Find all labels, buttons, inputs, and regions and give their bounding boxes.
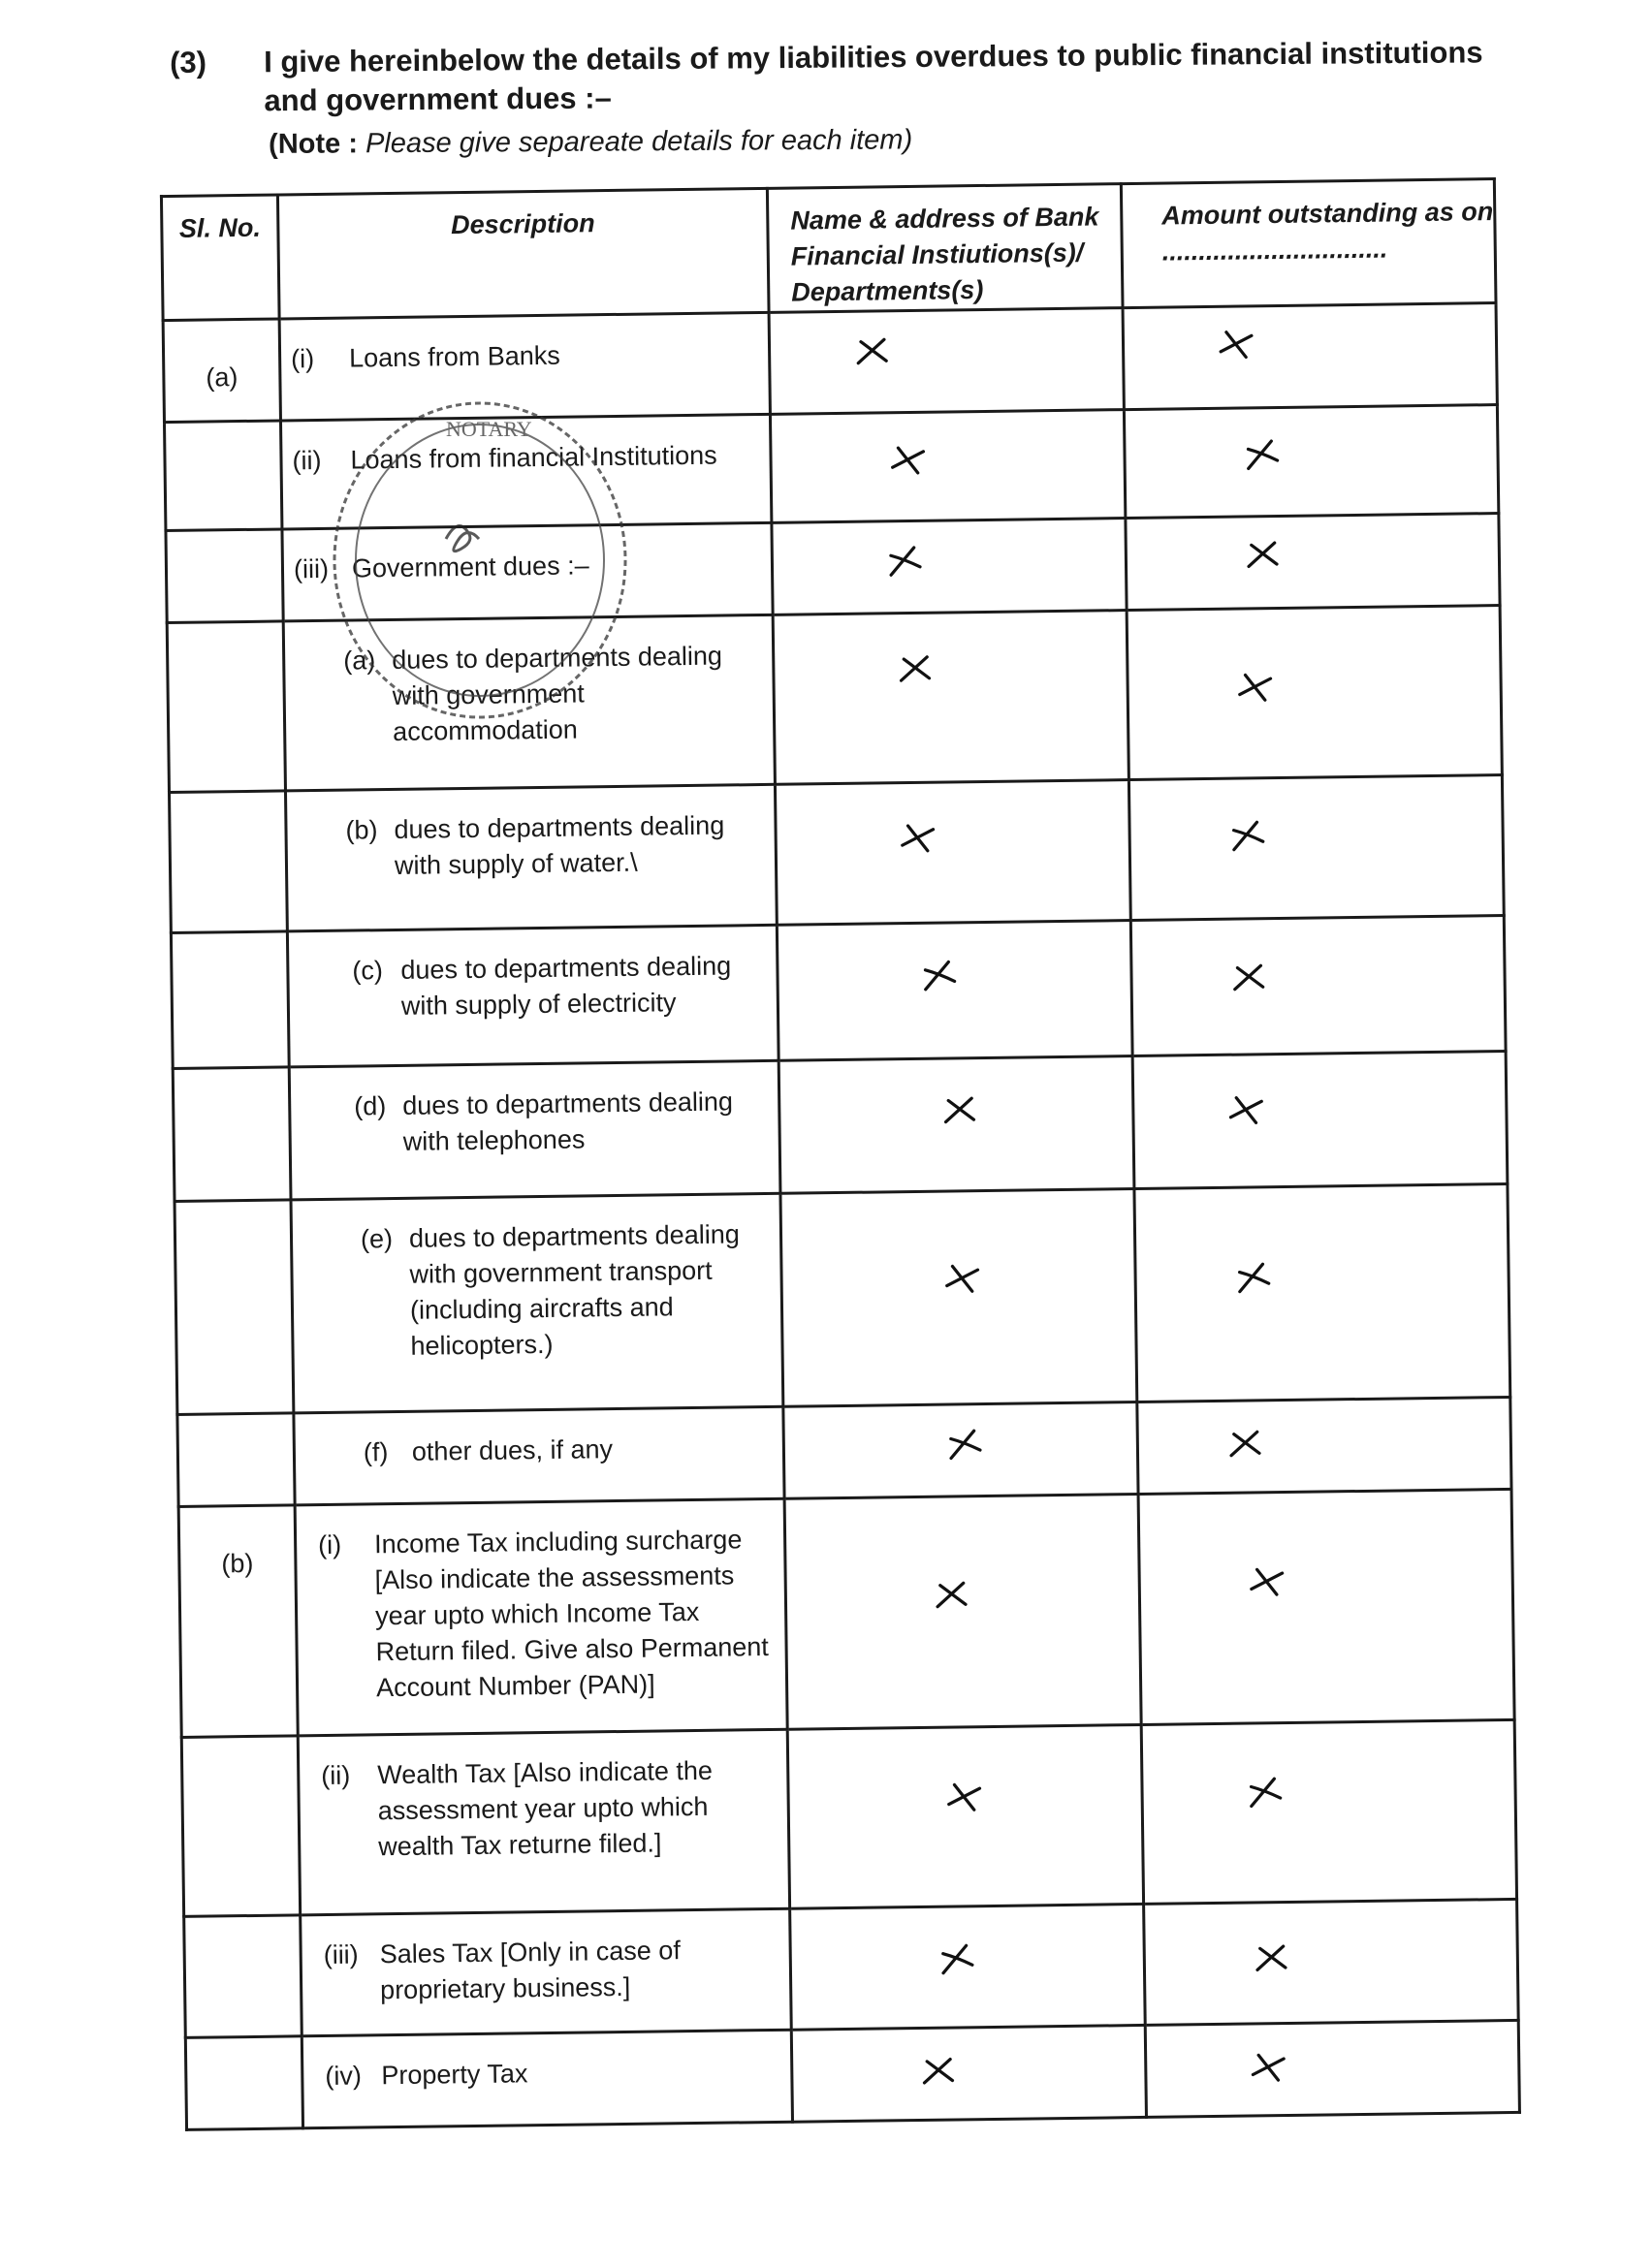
row-name-address-cell — [778, 1056, 1134, 1194]
row-sl-no — [181, 1736, 300, 1917]
row-description — [302, 2030, 792, 2128]
liabilities-table — [160, 177, 1521, 2131]
handwritten-cross-mark — [1244, 539, 1283, 571]
row-description-text: dues to departments dealing with government transport (including aircrafts and helicopters.) — [408, 1219, 740, 1361]
row-amount-cell — [1126, 514, 1500, 611]
row-item-marker: (iii) — [293, 553, 330, 584]
row-description-text: Wealth Tax [Also indicate the assessment year upto which wealth Tax returne filed.] — [377, 1755, 714, 1862]
row-name-address-cell — [770, 410, 1125, 523]
row-sl-no — [164, 421, 281, 531]
handwritten-cross-mark — [1226, 1428, 1265, 1460]
handwritten-cross-mark — [896, 653, 935, 685]
header-description: Description — [277, 188, 769, 319]
row-description-text: Income Tax including surcharge [Also indicate the assessments year upto which Income Tax Return filed. Give also Permanent Account Number (PAN)] — [373, 1525, 769, 1703]
row-description — [280, 414, 771, 529]
note — [269, 124, 912, 161]
handwritten-cross-mark — [1248, 1565, 1287, 1597]
row-description — [279, 312, 770, 421]
row-description-text: Property Tax — [381, 2059, 528, 2091]
note-label: (Note : — [269, 128, 359, 160]
row-sl-no — [167, 621, 285, 793]
row-description — [291, 1193, 783, 1413]
row-description — [298, 1729, 789, 1915]
row-description — [287, 925, 778, 1067]
handwritten-cross-mark — [1229, 961, 1268, 993]
row-description-text: other dues, if any — [411, 1434, 614, 1466]
handwritten-cross-mark — [1227, 820, 1266, 852]
note-text: Please give separeate details for each item) — [365, 124, 913, 160]
row-amount-cell — [1134, 1183, 1510, 1402]
row-name-address-cell — [773, 611, 1128, 785]
row-item-marker: (e) — [360, 1224, 394, 1254]
handwritten-cross-mark — [933, 1579, 971, 1611]
row-item-marker: (i) — [290, 344, 315, 374]
table-row — [175, 1183, 1510, 1414]
row-sl-no — [169, 791, 287, 933]
row-description-text: Loans from financial Institutions — [350, 440, 717, 475]
row-sl-no — [175, 1200, 294, 1415]
handwritten-cross-mark — [1242, 439, 1281, 471]
row-name-address-cell — [784, 1494, 1141, 1729]
row-sl-no — [185, 2036, 302, 2130]
stamp-text: NOTARY — [446, 417, 532, 441]
table-row — [173, 1051, 1508, 1201]
row-amount-cell — [1141, 1719, 1516, 1904]
row-item-marker: (iv) — [325, 2061, 363, 2092]
header-amount-outstanding: Amount outstanding as on ............................... — [1121, 179, 1496, 308]
row-name-address-cell — [790, 1904, 1146, 2030]
row-item-marker: (c) — [352, 956, 384, 986]
row-description-text: Loans from Banks — [348, 340, 560, 373]
section-number: (3) — [170, 45, 207, 79]
handwritten-cross-mark — [898, 822, 937, 854]
row-amount-cell — [1130, 916, 1506, 1056]
header-sl-no: Sl. No. — [161, 195, 279, 321]
table-row — [171, 916, 1506, 1069]
row-description — [285, 784, 777, 931]
row-name-address-cell — [772, 519, 1127, 615]
row-item-marker: (f) — [363, 1437, 389, 1467]
handwritten-cross-mark — [1233, 1262, 1272, 1294]
row-sl-no — [173, 1067, 291, 1202]
handwritten-cross-mark — [1226, 1093, 1265, 1125]
row-amount-cell — [1127, 606, 1502, 780]
table-row — [166, 514, 1500, 623]
header-name-address: Name & address of Bank Financial Instiutions(s)/ Departments(s) — [767, 184, 1123, 313]
row-description-text: dues to departments dealing with supply of water.\ — [394, 810, 725, 880]
row-name-address-cell — [783, 1402, 1138, 1498]
row-description-text: Sales Tax [Only in case of proprietary business.] — [379, 1936, 682, 2005]
handwritten-cross-mark — [1249, 2051, 1287, 2083]
handwritten-cross-mark — [944, 1780, 983, 1812]
row-name-address-cell — [791, 2025, 1146, 2122]
row-item-marker: (ii) — [292, 445, 322, 476]
row-name-address-cell — [777, 921, 1132, 1061]
table-row — [185, 2020, 1519, 2129]
handwritten-cross-mark — [1235, 671, 1274, 703]
row-amount-cell — [1128, 775, 1504, 921]
row-sl-no: (a) — [163, 319, 280, 423]
row-name-address-cell — [775, 780, 1130, 926]
row-sl-no: (b) — [178, 1505, 298, 1738]
row-amount-cell — [1124, 405, 1498, 519]
row-description — [295, 1498, 787, 1736]
row-name-address-cell — [769, 308, 1124, 415]
row-item-marker: (i) — [317, 1529, 342, 1560]
row-amount-cell — [1137, 1397, 1511, 1494]
handwritten-cross-mark — [945, 1429, 984, 1461]
row-sl-no — [184, 1915, 302, 2038]
handwritten-cross-mark — [885, 546, 924, 578]
handwritten-cross-mark — [937, 1943, 976, 1975]
liabilities-table-wrap — [160, 177, 1518, 2140]
row-item-marker: (iii) — [323, 1939, 359, 1970]
row-amount-cell — [1123, 303, 1497, 410]
table-row — [163, 303, 1497, 423]
row-description-text: dues to departments dealing with telephones — [402, 1087, 734, 1156]
row-description — [301, 1908, 792, 2036]
handwritten-cross-mark — [853, 335, 892, 367]
row-name-address-cell — [780, 1189, 1137, 1407]
row-sl-no — [171, 931, 289, 1069]
row-description-text: dues to departments dealing with supply of electricity — [400, 951, 732, 1021]
table-row — [181, 1719, 1516, 1916]
row-description-text: Government dues :– — [351, 551, 589, 583]
row-amount-cell — [1144, 1899, 1519, 2025]
row-amount-cell — [1132, 1051, 1508, 1188]
handwritten-cross-mark — [919, 960, 958, 992]
row-amount-cell — [1145, 2020, 1519, 2117]
row-description — [289, 1060, 780, 1200]
table-row — [177, 1397, 1511, 1506]
row-item-marker: (a) — [343, 646, 376, 676]
handwritten-cross-mark — [940, 1094, 979, 1126]
row-name-address-cell — [787, 1724, 1143, 1908]
handwritten-cross-mark — [888, 444, 927, 476]
handwritten-cross-mark — [919, 2055, 958, 2087]
section-heading — [170, 33, 1546, 118]
table-row — [184, 1899, 1519, 2037]
row-item-marker: (b) — [345, 815, 378, 845]
row-description — [294, 1406, 784, 1505]
row-item-marker: (d) — [354, 1091, 387, 1121]
row-description — [283, 614, 775, 791]
table-row — [169, 775, 1504, 933]
row-description — [282, 522, 773, 621]
table-row — [164, 405, 1498, 531]
row-sl-no — [177, 1413, 295, 1507]
section-heading-text: I give hereinbelow the details of my liabilities overdues to public financial institutions and government dues :– — [264, 35, 1483, 118]
row-description-text: dues to departments dealing with government accommodation — [392, 641, 723, 746]
handwritten-cross-mark — [1245, 1777, 1284, 1809]
table-row — [167, 606, 1502, 793]
handwritten-cross-mark — [1217, 328, 1255, 360]
row-item-marker: (ii) — [321, 1760, 351, 1791]
handwritten-cross-mark — [942, 1262, 981, 1294]
row-amount-cell — [1138, 1489, 1514, 1724]
handwritten-cross-mark — [1253, 1942, 1291, 1974]
table-row — [178, 1489, 1514, 1737]
row-sl-no — [166, 529, 283, 623]
table-header-row — [161, 179, 1496, 321]
